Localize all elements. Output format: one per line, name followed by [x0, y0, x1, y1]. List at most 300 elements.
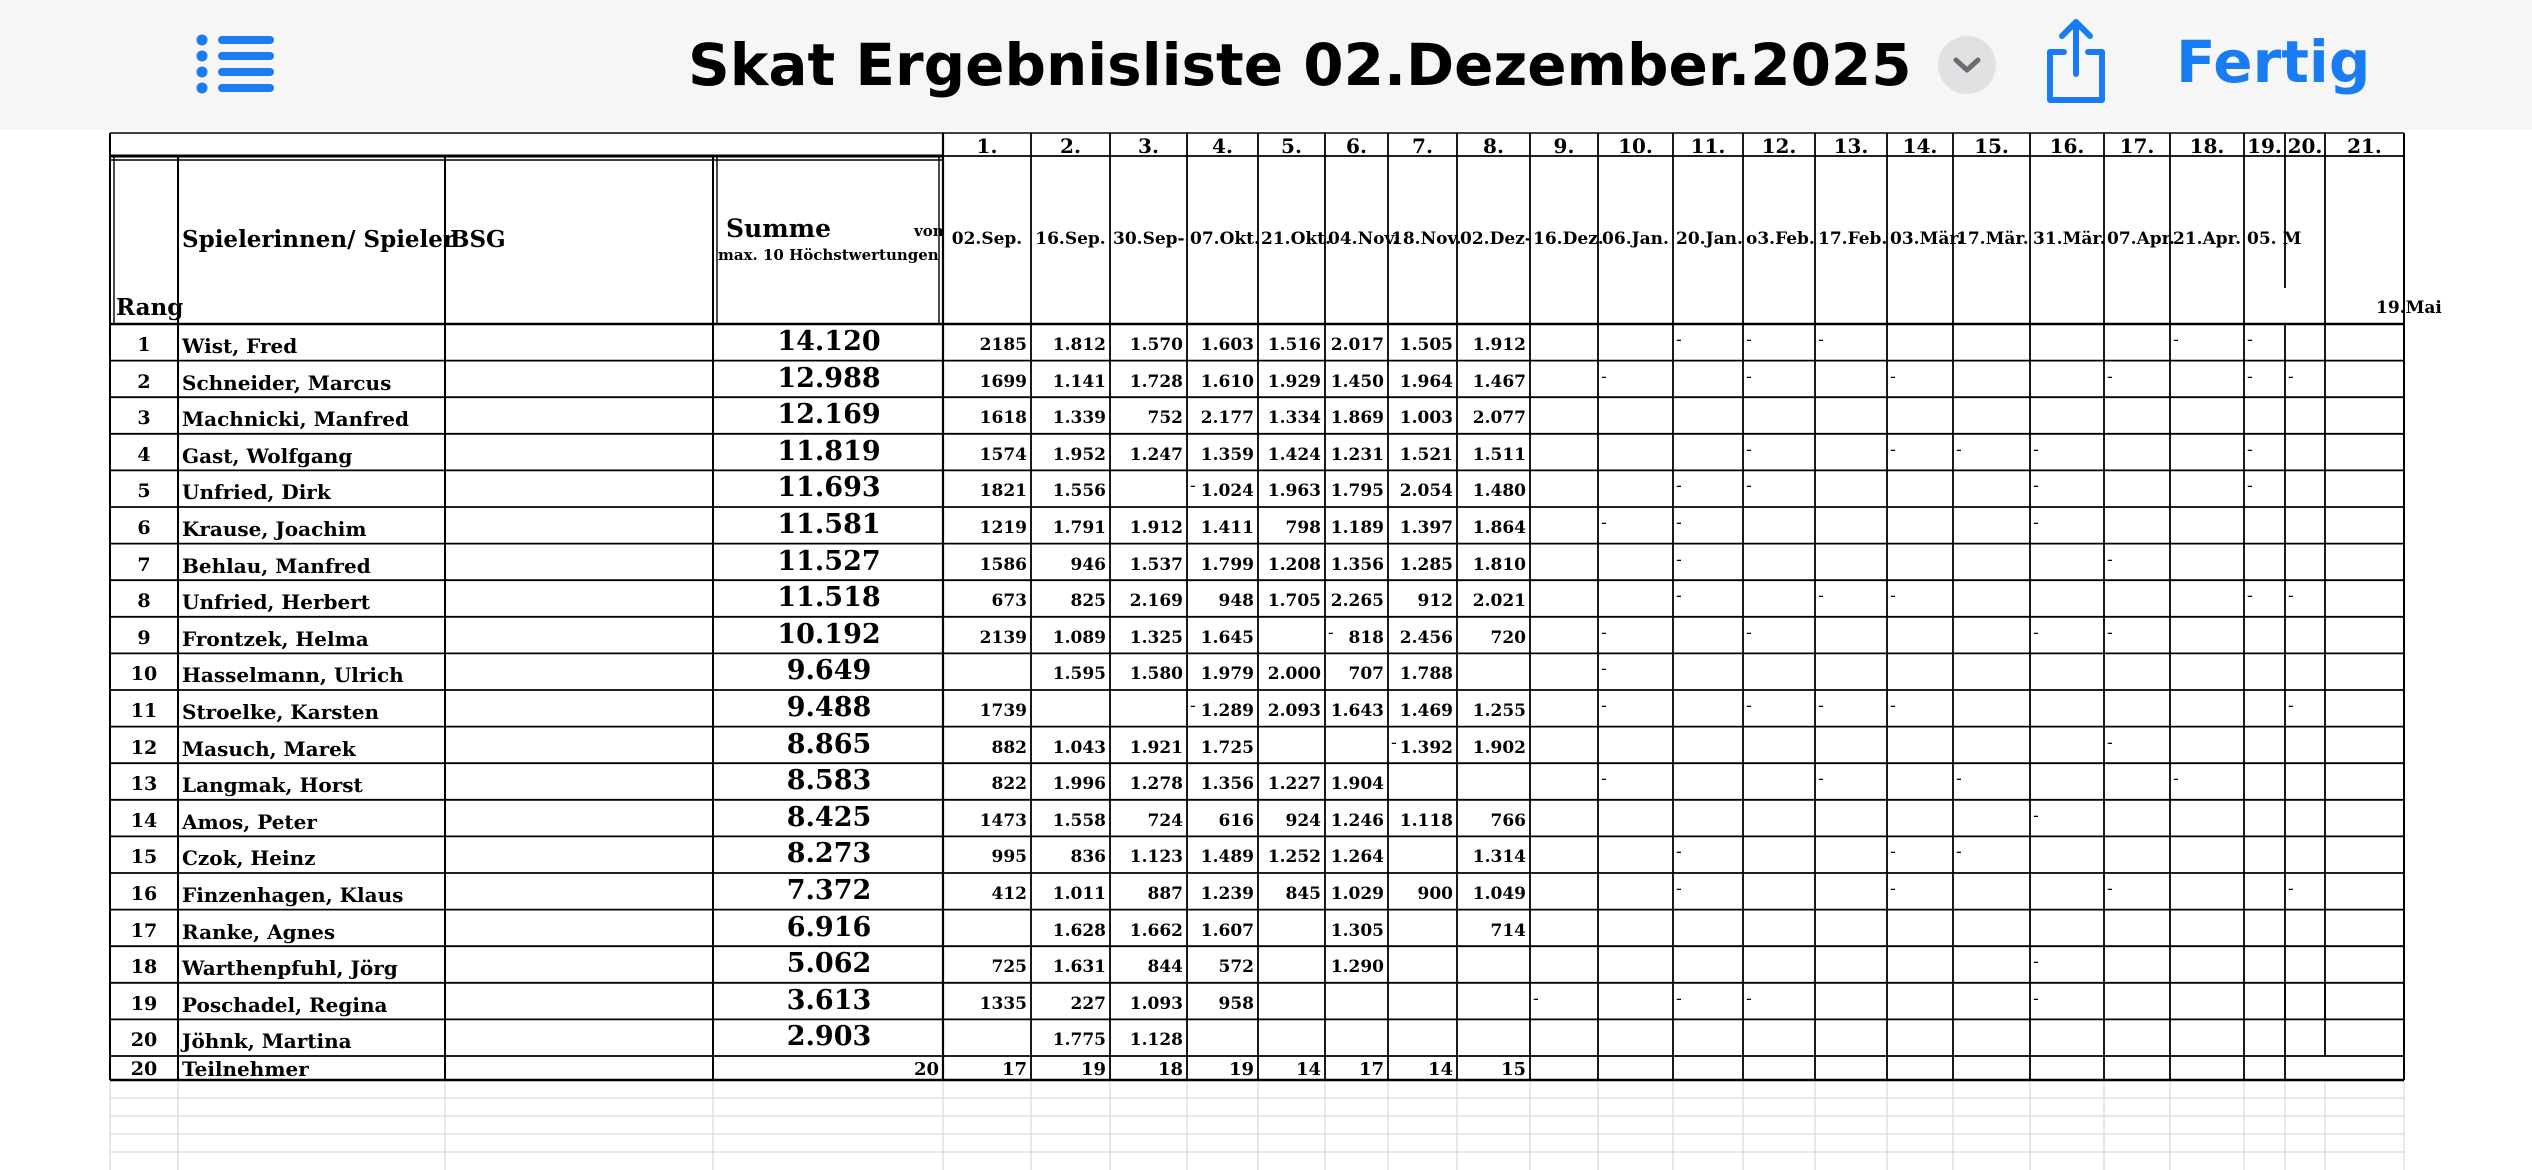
empty-mark: -	[1746, 366, 1752, 387]
row-sum: 7.372	[786, 875, 872, 906]
score-cell: 958	[1218, 993, 1254, 1014]
empty-mark: -	[2173, 769, 2179, 790]
score-cell: 2.265	[1330, 591, 1384, 612]
score-cell: 845	[1285, 884, 1321, 904]
empty-mark: -	[1890, 366, 1896, 387]
score-cell: 1.003	[1399, 408, 1453, 429]
score-cell: 1.469	[1399, 701, 1453, 721]
score-cell: 1.289	[1200, 701, 1254, 721]
row-sum: 6.916	[786, 911, 872, 943]
empty-mark: -	[1676, 842, 1682, 863]
score-cell: 1.290	[1330, 957, 1384, 978]
row-rank: 3	[137, 407, 151, 430]
score-cell: 1.480	[1472, 481, 1526, 502]
empty-mark: -	[2247, 476, 2253, 497]
score-cell: 720	[1490, 627, 1526, 648]
row-rank: 12	[130, 736, 158, 759]
score-cell: 1574	[979, 444, 1027, 465]
empty-mark: -	[1391, 732, 1397, 753]
footer-label: Teilnehmer	[182, 1057, 309, 1081]
score-cell: 1.788	[1399, 664, 1453, 685]
row-player: Hasselmann, Ulrich	[182, 663, 404, 688]
row-sum: 2.903	[786, 1021, 872, 1053]
round-date: 07.Apr.	[2107, 229, 2175, 249]
round-date: 31.Mär.	[2033, 229, 2106, 249]
empty-mark: -	[2033, 622, 2039, 643]
round-number: 18.	[2189, 134, 2225, 158]
score-cell: 1.356	[1200, 774, 1254, 795]
score-cell: 1.450	[1330, 371, 1384, 392]
empty-mark: -	[1956, 439, 1962, 460]
document-title: Skat Ergebnisliste 02.Dezember.2025	[688, 31, 1912, 99]
score-cell: 1.339	[1052, 408, 1106, 429]
footer-count-label-rank: 20	[130, 1058, 158, 1080]
score-cell: 1.979	[1200, 664, 1254, 685]
row-rank: 1	[137, 334, 151, 356]
row-rank: 16	[130, 883, 158, 905]
score-cell: 1.043	[1052, 737, 1106, 758]
round-date: 07.Okt.	[1190, 229, 1260, 249]
score-cell: 1.799	[1200, 554, 1254, 575]
score-cell: 1.118	[1399, 810, 1453, 831]
score-cell: 1.521	[1399, 444, 1453, 465]
row-player: Masuch, Marek	[182, 736, 356, 761]
score-cell: 724	[1147, 810, 1183, 831]
empty-mark: -	[1746, 696, 1752, 716]
footer-count: 15	[1500, 1059, 1526, 1080]
row-sum: 5.062	[786, 948, 872, 980]
score-cell: 1.580	[1129, 664, 1183, 685]
empty-mark: -	[2033, 439, 2039, 460]
row-sum: 11.527	[777, 545, 881, 577]
round-date: 16.Sep.	[1035, 229, 1106, 249]
score-cell: 2.177	[1200, 408, 1254, 429]
score-cell: 836	[1070, 847, 1106, 868]
row-rank: 15	[130, 846, 158, 869]
score-cell: 1.516	[1267, 335, 1321, 355]
share-icon[interactable]	[2040, 16, 2112, 106]
header-sum: Summe	[726, 214, 832, 243]
score-cell: 1.963	[1267, 481, 1321, 502]
score-cell: 995	[991, 847, 1027, 868]
header-player: Spielerinnen/ Spieler	[182, 226, 456, 253]
score-cell: 1.705	[1267, 591, 1321, 612]
round-date: 21.Okt.	[1261, 229, 1331, 249]
score-cell: 1.595	[1052, 664, 1106, 685]
score-cell: 825	[1070, 591, 1106, 612]
score-cell: 1.607	[1200, 920, 1254, 941]
score-cell: 1.570	[1129, 335, 1183, 355]
score-cell: 1.189	[1330, 518, 1384, 538]
score-cell: 1.869	[1330, 408, 1384, 429]
row-sum: 9.488	[786, 692, 872, 723]
score-cell: 1.912	[1129, 518, 1183, 538]
row-player: Machnicki, Manfred	[182, 407, 410, 432]
empty-mark: -	[1533, 988, 1539, 1009]
score-cell: 1.556	[1052, 481, 1106, 502]
empty-mark: -	[2107, 549, 2113, 570]
score-cell: 1.424	[1267, 444, 1321, 465]
empty-mark: -	[2288, 586, 2294, 607]
empty-mark: -	[1818, 769, 1824, 790]
row-rank: 5	[137, 480, 151, 503]
score-cell: 1586	[979, 554, 1027, 575]
row-player: Behlau, Manfred	[182, 553, 371, 578]
score-cell: 1.904	[1330, 774, 1384, 795]
empty-mark: -	[1746, 476, 1752, 497]
score-cell: 1.628	[1052, 920, 1106, 941]
row-rank: 4	[137, 443, 151, 466]
row-sum: 8.583	[786, 765, 872, 797]
empty-mark: -	[2033, 805, 2039, 826]
score-cell: 1.093	[1129, 993, 1183, 1014]
round-number: 1.	[976, 134, 998, 158]
row-player: Finzenhagen, Klaus	[182, 883, 404, 907]
score-cell: 1.397	[1399, 518, 1453, 538]
empty-mark: -	[1328, 622, 1334, 643]
score-cell: 1.049	[1472, 884, 1526, 904]
score-cell: 766	[1490, 810, 1526, 831]
row-rank: 13	[130, 773, 158, 796]
score-cell: 1.775	[1052, 1030, 1106, 1051]
empty-mark: -	[1601, 622, 1607, 643]
empty-mark: -	[1676, 549, 1682, 570]
score-cell: 2.093	[1267, 701, 1321, 721]
row-sum: 11.693	[777, 472, 881, 504]
header-sum-sub: max. 10 Höchstwertungen	[718, 246, 939, 264]
empty-mark: -	[1956, 842, 1962, 863]
score-cell: 227	[1070, 993, 1106, 1014]
score-cell: 1.728	[1129, 371, 1183, 392]
row-player: Krause, Joachim	[182, 517, 367, 541]
score-cell: 900	[1417, 884, 1453, 904]
score-cell: 1.247	[1129, 444, 1183, 465]
empty-mark: -	[1746, 622, 1752, 643]
score-cell: 1.208	[1267, 554, 1321, 575]
score-cell: 844	[1147, 957, 1183, 978]
score-cell: 1.246	[1330, 810, 1384, 831]
row-player: Unfried, Dirk	[182, 480, 331, 505]
footer-count: 18	[1157, 1059, 1183, 1080]
chevron-down-icon[interactable]	[1938, 36, 1996, 94]
score-cell: 2.017	[1330, 335, 1384, 355]
row-sum: 11.581	[777, 509, 881, 540]
score-cell: 1821	[979, 481, 1027, 502]
empty-mark: -	[1676, 879, 1682, 899]
row-player: Schneider, Marcus	[182, 370, 392, 395]
row-rank: 18	[130, 956, 158, 979]
score-cell: 1.359	[1200, 444, 1254, 465]
score-cell: 1.912	[1472, 335, 1526, 355]
score-cell: 572	[1218, 957, 1254, 978]
row-sum: 10.192	[777, 618, 881, 650]
row-player: Wist, Fred	[182, 334, 298, 358]
score-cell: 912	[1417, 591, 1453, 612]
empty-mark: -	[1676, 330, 1682, 350]
row-player: Jöhnk, Martina	[182, 1029, 352, 1054]
empty-mark: -	[1818, 330, 1824, 350]
round-number: 5.	[1281, 134, 1302, 158]
score-cell: 673	[991, 591, 1027, 612]
score-cell: 707	[1348, 664, 1384, 685]
empty-mark: -	[1890, 586, 1896, 607]
round-date: 05. M	[2247, 229, 2302, 249]
score-cell: 882	[991, 737, 1027, 758]
score-cell: 1.227	[1267, 774, 1321, 795]
score-cell: 1.964	[1399, 371, 1453, 392]
score-cell: 822	[991, 774, 1027, 795]
empty-mark: -	[1190, 476, 1196, 497]
empty-mark: -	[1676, 988, 1682, 1009]
score-cell: 2.054	[1399, 481, 1453, 502]
score-cell: 1.141	[1052, 371, 1106, 392]
footer-count: 17	[1358, 1059, 1384, 1080]
row-player: Warthenpfuhl, Jörg	[182, 956, 398, 981]
row-sum: 14.120	[777, 326, 881, 357]
score-cell: 1.921	[1129, 737, 1183, 758]
round-number: 19.	[2247, 134, 2282, 158]
footer-count: 14	[1427, 1059, 1453, 1080]
row-rank: 19	[130, 992, 158, 1015]
score-cell: 1.645	[1200, 627, 1254, 648]
row-rank: 11	[130, 700, 158, 722]
round-date: 21.Apr.	[2173, 229, 2241, 249]
list-icon[interactable]	[196, 34, 276, 94]
score-cell: 616	[1218, 810, 1254, 831]
row-rank: 10	[130, 663, 158, 686]
score-cell: 1.864	[1472, 518, 1526, 538]
round-date: 17.Feb.	[1818, 229, 1888, 249]
empty-mark: -	[2107, 622, 2113, 643]
empty-mark: -	[1190, 696, 1196, 716]
empty-mark: -	[2033, 988, 2039, 1009]
row-rank: 20	[130, 1029, 158, 1052]
score-cell: 714	[1490, 920, 1526, 941]
row-sum: 9.649	[786, 655, 872, 687]
score-cell: 1.411	[1200, 518, 1254, 538]
empty-mark: -	[2107, 732, 2113, 753]
round-date: o3.Feb.	[1746, 229, 1815, 249]
row-rank: 14	[130, 809, 158, 832]
round-number: 8.	[1483, 134, 1504, 158]
empty-mark: -	[1676, 513, 1682, 533]
score-cell: 1.278	[1129, 774, 1183, 795]
row-rank: 6	[137, 517, 151, 539]
row-player: Frontzek, Helma	[182, 626, 369, 651]
score-cell: 887	[1147, 884, 1183, 904]
round-date: 30.Sep-	[1113, 229, 1185, 249]
round-number: 2.	[1060, 134, 1081, 158]
row-player: Langmak, Horst	[182, 773, 363, 798]
row-player: Gast, Wolfgang	[182, 443, 353, 468]
empty-mark: -	[1890, 439, 1896, 460]
score-cell: 1.558	[1052, 810, 1106, 831]
score-cell: 1.537	[1129, 554, 1183, 575]
score-cell: 946	[1070, 554, 1106, 575]
empty-mark: -	[1818, 696, 1824, 716]
toolbar	[0, 0, 2532, 131]
row-sum: 12.169	[777, 399, 881, 431]
row-rank: 2	[137, 370, 151, 393]
score-cell: 2139	[979, 627, 1027, 648]
score-cell: 2185	[979, 335, 1027, 355]
empty-mark: -	[2288, 366, 2294, 387]
row-sum: 8.425	[786, 801, 872, 833]
round-number: 4.	[1212, 134, 1233, 158]
empty-mark: -	[1890, 842, 1896, 863]
empty-mark: -	[2033, 513, 2039, 533]
footer-sum: 20	[913, 1059, 939, 1080]
row-sum: 3.613	[786, 984, 872, 1016]
row-sum: 8.273	[786, 838, 872, 870]
row-player: Stroelke, Karsten	[182, 700, 380, 724]
score-cell: 1.011	[1052, 884, 1106, 904]
round-date: 02.Dez-	[1460, 229, 1532, 249]
score-cell: 1.231	[1330, 444, 1384, 465]
title-menu[interactable]	[688, 20, 1996, 110]
round-date: 17.Mär.	[1956, 229, 2029, 249]
score-cell: 1.631	[1052, 957, 1106, 978]
score-cell: 1.489	[1200, 847, 1254, 868]
empty-mark: -	[1601, 769, 1607, 790]
round-number: 17.	[2119, 134, 2155, 158]
round-date: 03.Mär.	[1890, 229, 1963, 249]
round-number: 7.	[1412, 134, 1433, 158]
round-date: 06.Jan.	[1602, 229, 1669, 249]
round-number: 11.	[1690, 134, 1726, 158]
row-player: Czok, Heinz	[182, 846, 316, 871]
score-cell: 1.089	[1052, 627, 1106, 648]
score-cell: 1219	[979, 518, 1027, 538]
empty-mark: -	[1676, 586, 1682, 607]
score-cell: 1.239	[1200, 884, 1254, 904]
score-cell: 1.392	[1399, 737, 1453, 758]
score-cell: 818	[1348, 627, 1384, 648]
row-rank: 8	[137, 590, 151, 613]
row-player: Ranke, Agnes	[182, 919, 336, 944]
round-date: 18.Nov.	[1391, 229, 1462, 249]
score-cell: 1.810	[1472, 554, 1526, 575]
score-cell: 1.603	[1200, 335, 1254, 355]
round-date: 02.Sep.	[951, 229, 1023, 249]
round-number: 14.	[1902, 134, 1938, 158]
round-number: 21.	[2347, 134, 2382, 158]
empty-mark: -	[1676, 476, 1682, 497]
score-cell: 924	[1285, 810, 1321, 831]
empty-mark: -	[2247, 366, 2253, 387]
empty-mark: -	[1746, 330, 1752, 350]
empty-mark: -	[2288, 879, 2294, 899]
score-cell: 948	[1218, 591, 1254, 612]
row-sum: 11.819	[777, 435, 881, 467]
round-number: 12.	[1761, 134, 1797, 158]
row-player: Amos, Peter	[182, 809, 317, 834]
empty-mark: -	[1890, 696, 1896, 716]
empty-mark: -	[2247, 586, 2253, 607]
score-cell: 1.996	[1052, 774, 1106, 795]
row-player: Poschadel, Regina	[182, 992, 388, 1017]
score-cell: 1699	[979, 371, 1027, 392]
round-date: 16.Dez.	[1533, 229, 1604, 249]
empty-mark: -	[2107, 879, 2113, 899]
score-cell: 1.511	[1472, 444, 1526, 465]
score-cell: 1335	[979, 993, 1027, 1014]
round-number: 20.	[2287, 134, 2323, 158]
score-cell: 1.902	[1472, 737, 1526, 758]
score-cell: 1.929	[1267, 371, 1321, 392]
round-number: 15.	[1974, 134, 2009, 158]
score-cell: 1.505	[1399, 335, 1453, 355]
score-cell: 1473	[979, 810, 1027, 831]
round-number: 6.	[1346, 134, 1367, 158]
score-cell: 2.021	[1472, 591, 1526, 612]
score-cell: 2.456	[1399, 627, 1453, 648]
empty-mark: -	[1890, 879, 1896, 899]
score-cell: 1.029	[1330, 884, 1384, 904]
score-cell: 412	[991, 884, 1027, 904]
empty-mark: -	[1818, 586, 1824, 607]
footer-count: 19	[1080, 1059, 1106, 1080]
score-cell: 1739	[979, 701, 1027, 721]
empty-mark: -	[2247, 330, 2253, 350]
score-cell: 1.123	[1129, 847, 1183, 868]
spreadsheet	[0, 130, 2532, 1170]
round-date: 04.Nov.	[1328, 229, 1399, 249]
round-number: 13.	[1833, 134, 1869, 158]
row-rank: 9	[137, 626, 151, 649]
score-cell: 1.952	[1052, 444, 1106, 465]
empty-mark: -	[2247, 439, 2253, 460]
header-sum-von: von	[914, 222, 944, 240]
score-cell: 1.467	[1472, 371, 1526, 392]
row-sum: 12.988	[777, 362, 881, 394]
row-sum: 11.518	[777, 582, 881, 614]
row-rank: 17	[130, 919, 158, 942]
score-cell: 1618	[979, 408, 1027, 429]
row-player: Unfried, Herbert	[182, 590, 370, 615]
score-cell: 1.795	[1330, 481, 1384, 502]
score-cell: 1.128	[1129, 1030, 1183, 1051]
score-cell: 1.325	[1129, 627, 1183, 648]
score-cell: 1.610	[1200, 371, 1254, 392]
round-date: 19.Mai	[2376, 298, 2442, 318]
score-cell: 1.356	[1330, 554, 1384, 575]
score-cell: 1.252	[1267, 847, 1321, 868]
score-cell: 1.285	[1399, 554, 1453, 575]
done-button[interactable]: Fertig	[2176, 28, 2371, 96]
score-cell: 1.812	[1052, 335, 1106, 355]
empty-mark: -	[1601, 696, 1607, 716]
score-cell: 1.791	[1052, 518, 1106, 538]
round-number: 10.	[1618, 134, 1653, 158]
row-sum: 8.865	[786, 728, 872, 760]
empty-mark: -	[2107, 366, 2113, 387]
score-cell: 1.314	[1472, 847, 1526, 868]
score-cell: 2.169	[1129, 591, 1183, 612]
score-cell: 1.334	[1267, 408, 1321, 429]
empty-mark: -	[1956, 769, 1962, 790]
score-cell: 1.255	[1472, 701, 1526, 721]
empty-mark: -	[2033, 476, 2039, 497]
score-cell: 1.305	[1330, 920, 1384, 941]
row-rank: 7	[137, 553, 151, 576]
score-cell: 2.000	[1267, 664, 1321, 685]
round-number: 3.	[1138, 134, 1159, 158]
footer-count: 14	[1295, 1059, 1321, 1080]
empty-mark: -	[1601, 659, 1607, 680]
score-cell: 1.264	[1330, 847, 1384, 868]
footer-count: 19	[1228, 1059, 1254, 1080]
